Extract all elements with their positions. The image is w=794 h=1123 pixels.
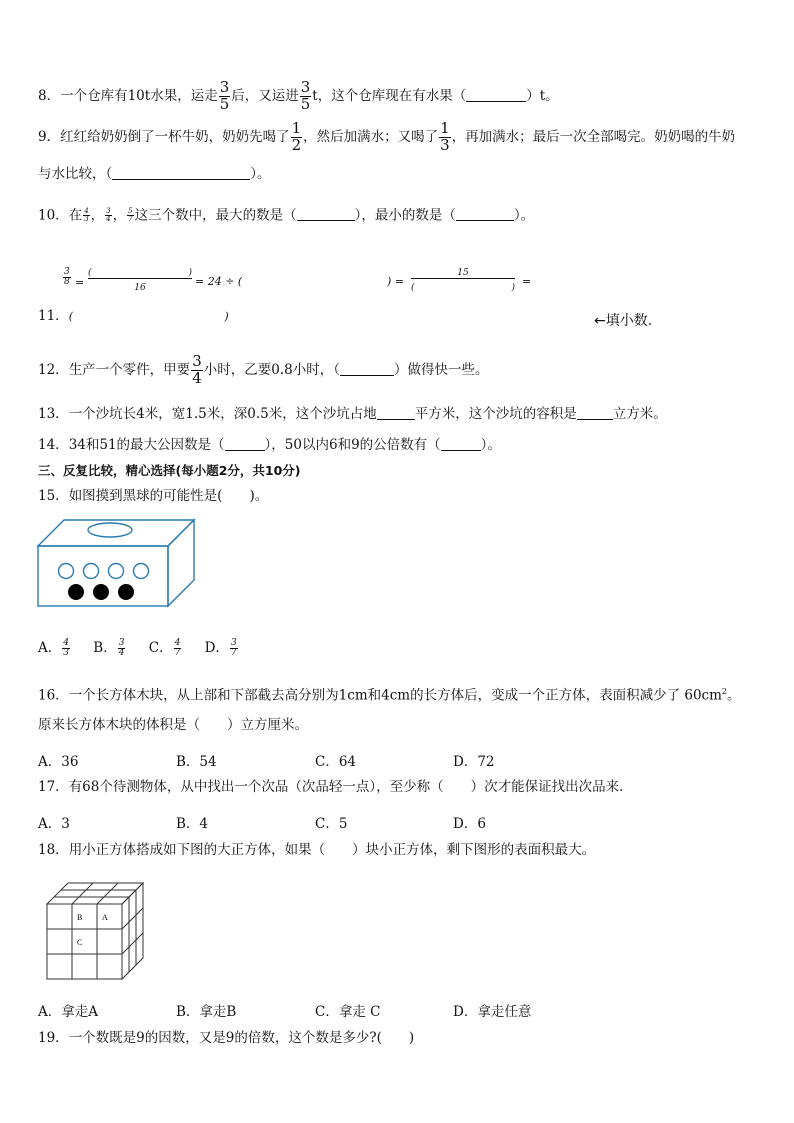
question-16: 16．一个长方体木块，从上部和下部截去高分别为1cm和4cm的长方体后，变成一个正方体，表面积减少了 $60cm^2$。	[38, 687, 741, 704]
option-a[interactable]: A．36	[38, 754, 79, 770]
fraction-numerator-blank[interactable]: ( )	[88, 268, 192, 278]
fill-decimal-hint: ←填小数.	[594, 313, 653, 329]
answer-blank[interactable]	[441, 449, 481, 451]
option-c[interactable]: C．拿走 C	[315, 1004, 381, 1020]
option-c[interactable]: C．64	[315, 754, 357, 770]
answer-blank[interactable]	[377, 418, 415, 420]
ball-box-figure	[36, 516, 196, 612]
fraction: $\frac{1}{3}$	[440, 119, 450, 154]
answer-blank[interactable]	[340, 374, 394, 376]
question-12: 12．生产一个零件，甲要 $\frac{3}{4}$ 小时，乙要0.8小时，（ ）做得快一些。	[38, 352, 489, 387]
answer-blank[interactable]	[456, 219, 514, 221]
question-18: 18．用小正方体搭成如下图的大正方体，如果（ ）块小正方体，剩下图形的表面积最大。	[38, 842, 596, 858]
fraction: $\frac{3}{4}$	[106, 207, 111, 224]
cube-label-a: A	[102, 913, 108, 922]
fraction-denominator-blank[interactable]: ( )	[411, 283, 515, 293]
option-a[interactable]: A． $\frac{4}{3}$	[38, 637, 69, 658]
question-17: 17．有68个待测物体，从中找出一个次品（次品轻一点），至少称（ ）次才能保证找出次品来．	[38, 779, 633, 795]
fraction: $\frac{3}{5}$	[300, 78, 311, 113]
question-11: 11．( )	[38, 308, 229, 324]
question-11-equation: $\frac{3}{8}$ = ( ) 16 = 24 ÷ ( ) = 15 ( ) =	[64, 267, 532, 293]
answer-blank[interactable]	[297, 219, 355, 221]
answer-blank[interactable]	[112, 178, 250, 180]
option-c[interactable]: C． $\frac{4}{7}$	[148, 637, 181, 658]
option-b[interactable]: B． $\frac{3}{4}$	[93, 637, 125, 658]
cube-figure	[44, 880, 148, 984]
question-9-line2: 与水比较，（ ）。	[38, 166, 271, 182]
fraction: $\frac{3}{4}$	[192, 352, 202, 387]
cube-label-b: B	[77, 913, 83, 922]
answer-blank[interactable]	[577, 418, 613, 420]
question-9: 9．红红给奶奶倒了一杯牛奶，奶奶先喝了 $\frac{1}{2}$ ，然后加满水；又喝了 $\frac{1}{3}$ ，再加满水；最后一次全部喝完。奶奶喝的牛奶	[38, 119, 736, 154]
option-a[interactable]: A．3	[38, 816, 70, 832]
option-d[interactable]: D． $\frac{3}{7}$	[204, 637, 237, 658]
question-10: 10．在 $\frac{4}{3}$ ， $\frac{3}{4}$ ， $\frac{5}{7}$ 这三个数中，最大的数是（ ），最小的数是（ ）。	[38, 207, 535, 224]
option-c[interactable]: C．5	[315, 816, 348, 832]
answer-blank[interactable]	[466, 100, 526, 102]
question-14: 14．34和51的最大公因数是（ ），50以内6和9的公倍数有（ ）。	[38, 437, 501, 453]
question-8: 8．一个仓库有10t水果，运走 $\frac{3}{5}$ 后，又运进 $\frac{3}{5}$ t，这个仓库现在有水果（ ）t。	[38, 78, 559, 113]
option-d[interactable]: D．拿走任意	[453, 1004, 532, 1020]
q15-options	[38, 636, 239, 658]
fraction: $\frac{3}{5}$	[219, 78, 230, 113]
section-heading: 三、反复比较，精心选择(每小题2分，共10分)	[38, 463, 301, 478]
question-19: 19．一个数既是9的因数，又是9的倍数，这个数是多少?( )	[38, 1030, 415, 1046]
fraction: $\frac{3}{8}$	[64, 267, 70, 288]
option-b[interactable]: B．54	[176, 754, 217, 770]
question-15: 15．如图摸到黑球的可能性是( )。	[38, 488, 269, 504]
answer-blank[interactable]	[225, 449, 265, 451]
option-b[interactable]: B．拿走B	[176, 1004, 237, 1020]
question-13: 13．一个沙坑长4米，宽1.5米，深0.5米，这个沙坑占地 平方米，这个沙坑的容积是 立方米。	[38, 406, 667, 422]
option-d[interactable]: D．72	[453, 754, 495, 770]
option-b[interactable]: B．4	[176, 816, 209, 832]
cube-label-c: C	[77, 938, 83, 947]
fraction: $\frac{5}{7}$	[128, 207, 133, 224]
option-d[interactable]: D．6	[453, 816, 486, 832]
fraction: $\frac{4}{3}$	[84, 207, 89, 224]
question-16-line2: 原来长方体木块的体积是（ ）立方厘米。	[38, 717, 308, 733]
option-a[interactable]: A．拿走A	[38, 1004, 98, 1020]
answer-blank[interactable]: ( )	[68, 310, 229, 323]
fraction: $\frac{1}{2}$	[291, 119, 302, 154]
